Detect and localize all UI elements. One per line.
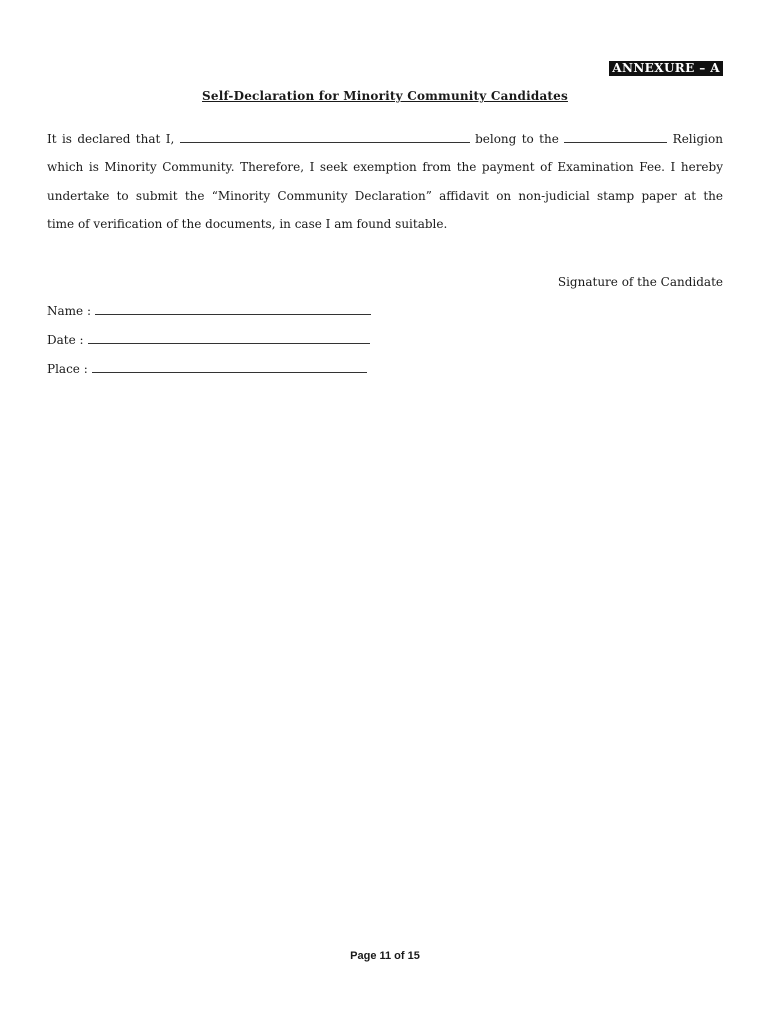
place-label: Place : [47,362,88,376]
page-title: Self-Declaration for Minority Community Candidates [202,89,568,103]
declaration-line-3: undertake to submit the “Minority Community Declaration” affidavit on non-judicial stamp paper at the [47,189,723,203]
declaration-line-2: which is Minority Community. Therefore, I seek exemption from the payment of Examination Fee. I hereby [47,160,723,174]
declaration-line-1 [47,131,723,147]
annexure-label: ANNEXURE – A [609,61,723,76]
date-blank[interactable] [88,332,370,344]
date-field [47,332,370,347]
candidate-name-blank[interactable] [180,131,470,143]
name-blank[interactable] [95,303,371,315]
place-blank[interactable] [92,361,367,373]
name-label: Name : [47,304,91,318]
name-field [47,303,371,318]
date-label: Date : [47,333,84,347]
religion-blank[interactable] [564,131,667,143]
page-number: Page 11 of 15 [350,950,420,962]
declaration-text-middle: belong to the [475,132,559,146]
declaration-text-end: Religion [672,132,723,146]
place-field [47,361,367,376]
declaration-text-start: It is declared that I, [47,132,175,146]
declaration-line-4: time of verification of the documents, in case I am found suitable. [47,217,448,231]
signature-label: Signature of the Candidate [557,275,723,289]
